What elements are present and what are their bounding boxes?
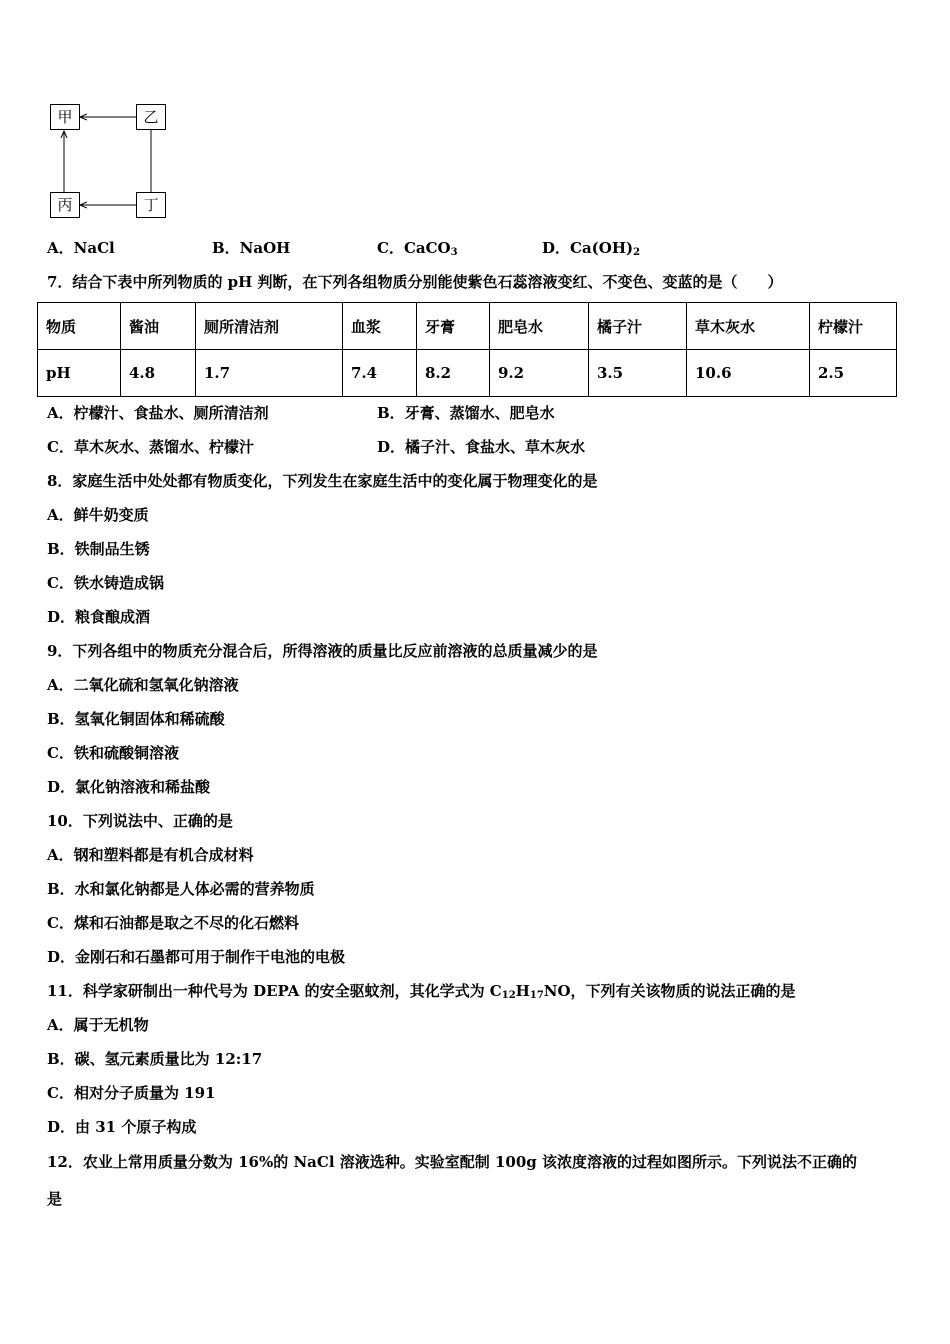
table-row	[38, 350, 897, 397]
table-cell: 8.2	[417, 350, 490, 397]
q11-option-b: B．碳、氢元素质量比为 12:17	[47, 1050, 263, 1068]
q12-stem-line2: 是	[47, 1190, 63, 1208]
q10-option-a: A．钢和塑料都是有机合成材料	[47, 846, 254, 864]
q7-option-a: A．柠檬汁、食盐水、厕所清洁剂	[47, 404, 269, 422]
node-jia: 甲	[50, 104, 80, 130]
q7-option-d: D．橘子汁、食盐水、草木灰水	[377, 438, 586, 456]
table-cell: 3.5	[589, 350, 687, 397]
table-cell: 4.8	[121, 350, 196, 397]
q8-option-a: A．鲜牛奶变质	[47, 506, 149, 524]
table-cell: 9.2	[490, 350, 589, 397]
q9-stem: 9．下列各组中的物质充分混合后，所得溶液的质量比反应前溶液的总质量减少的是	[47, 642, 598, 660]
q9-option-c: C．铁和硫酸铜溶液	[47, 744, 179, 762]
relation-diagram	[40, 95, 180, 225]
q9-option-d: D．氯化钠溶液和稀盐酸	[47, 778, 211, 796]
node-ding: 丁	[136, 192, 166, 218]
node-yi: 乙	[136, 104, 166, 130]
q7-option-c: C．草木灰水、蒸馏水、柠檬汁	[47, 438, 254, 456]
q10-stem: 10．下列说法中、正确的是	[47, 812, 233, 830]
table-cell: 10.6	[687, 350, 810, 397]
table-cell: 1.7	[196, 350, 343, 397]
table-row	[38, 303, 897, 350]
table-cell: 7.4	[343, 350, 417, 397]
q6-option-c: C．CaCO$_3$	[377, 239, 458, 258]
q10-option-d: D．金刚石和石墨都可用于制作干电池的电极	[47, 948, 346, 966]
table-cell: 2.5	[810, 350, 897, 397]
q11-option-a: A．属于无机物	[47, 1016, 149, 1034]
table-cell: 肥皂水	[490, 303, 589, 350]
q6-options	[47, 237, 847, 257]
table-cell: 物质	[38, 303, 121, 350]
q12-stem-line1: 12．农业上常用质量分数为 16%的 NaCl 溶液选种。实验室配制 100g 该浓度溶液的过程如图所示。下列说法不正确的	[47, 1153, 857, 1171]
q11-option-d: D．由 31 个原子构成	[47, 1118, 197, 1136]
q9-option-a: A．二氧化硫和氢氧化钠溶液	[47, 676, 239, 694]
node-bing: 丙	[50, 192, 80, 218]
q8-option-b: B．铁制品生锈	[47, 540, 150, 558]
table-cell: 草木灰水	[687, 303, 810, 350]
q10-option-b: B．水和氯化钠都是人体必需的营养物质	[47, 880, 315, 898]
q7-option-b: B．牙膏、蒸馏水、肥皂水	[377, 404, 555, 422]
q11-stem: 11．科学家研制出一种代号为 DEPA 的安全驱蚊剂，其化学式为 $C_{12}H_{17}NO$，下列有关该物质的说法正确的是	[47, 982, 796, 1001]
table-cell: 牙膏	[417, 303, 490, 350]
table-cell: 酱油	[121, 303, 196, 350]
table-cell: 柠檬汁	[810, 303, 897, 350]
q6-option-d: D．$Ca(OH)_2$	[542, 239, 641, 258]
q6-option-a: A．NaCl	[47, 239, 115, 257]
table-cell: pH	[38, 350, 121, 397]
table-cell: 橘子汁	[589, 303, 687, 350]
q8-stem: 8．家庭生活中处处都有物质变化，下列发生在家庭生活中的变化属于物理变化的是	[47, 472, 598, 490]
q8-option-d: D．粮食酿成酒	[47, 608, 151, 626]
table-cell: 血浆	[343, 303, 417, 350]
q6-option-b: B．NaOH	[212, 239, 291, 257]
q10-option-c: C．煤和石油都是取之不尽的化石燃料	[47, 914, 299, 932]
q11-option-c: C．相对分子质量为 191	[47, 1084, 216, 1102]
q7-stem: 7．结合下表中所列物质的 pH 判断，在下列各组物质分别能使紫色石蕊溶液变红、不变色、变蓝的是（ ）	[47, 273, 783, 291]
q8-option-c: C．铁水铸造成锅	[47, 574, 164, 592]
table-cell: 厕所清洁剂	[196, 303, 343, 350]
q9-option-b: B．氢氧化铜固体和稀硫酸	[47, 710, 225, 728]
ph-table	[37, 302, 897, 397]
